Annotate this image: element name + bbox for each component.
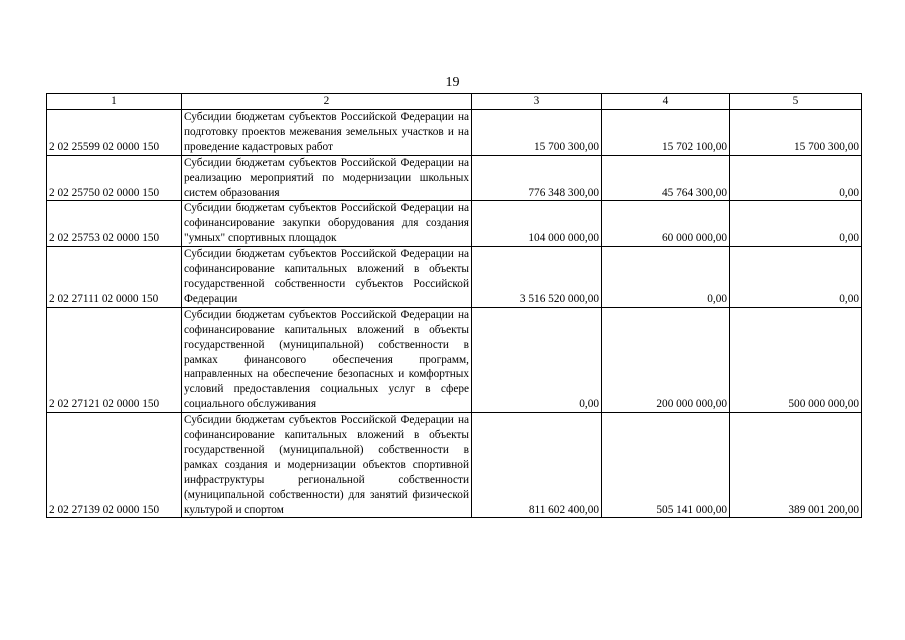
amount-col4-cell: 0,00 — [602, 247, 730, 308]
budget-code-cell: 2 02 27121 02 0000 150 — [47, 307, 182, 412]
budget-code-cell: 2 02 25599 02 0000 150 — [47, 110, 182, 156]
amount-col3-cell: 3 516 520 000,00 — [472, 247, 602, 308]
amount-col5-cell: 15 700 300,00 — [730, 110, 862, 156]
amount-col5-cell: 0,00 — [730, 247, 862, 308]
description-cell: Субсидии бюджетам субъектов Российской Федерации на реализацию мероприятий по модернизации школьных систем образования — [182, 155, 472, 201]
description-cell: Субсидии бюджетам субъектов Российской Федерации на софинансирование капитальных вложений в объекты государственной собственности субъектов Российской Федерации — [182, 247, 472, 308]
page-number: 19 — [445, 75, 460, 90]
amount-col3-cell: 0,00 — [472, 307, 602, 412]
amount-col4-cell: 200 000 000,00 — [602, 307, 730, 412]
description-cell: Субсидии бюджетам субъектов Российской Федерации на софинансирование закупки оборудования для создания "умных" спортивных площадок — [182, 201, 472, 247]
table-row — [47, 201, 862, 247]
amount-col5-cell: 0,00 — [730, 201, 862, 247]
column-header-3: 3 — [472, 94, 602, 110]
amount-col3-cell: 15 700 300,00 — [472, 110, 602, 156]
table-row — [47, 413, 862, 518]
amount-col4-cell: 45 764 300,00 — [602, 155, 730, 201]
amount-col4-cell: 15 702 100,00 — [602, 110, 730, 156]
budget-code-cell: 2 02 27139 02 0000 150 — [47, 413, 182, 518]
description-cell: Субсидии бюджетам субъектов Российской Федерации на софинансирование капитальных вложений в объекты государственной (муниципальной) собственности в рамках финансового обеспечения программ, направленных на обеспечение безопасных и комфортных условий предоставления социальных услуг в сфере социального обслуживания — [182, 307, 472, 412]
budget-code-cell: 2 02 25753 02 0000 150 — [47, 201, 182, 247]
description-cell: Субсидии бюджетам субъектов Российской Федерации на софинансирование капитальных вложений в объекты государственной (муниципальной) собственности в рамках создания и модернизации объектов спортивной инфраструктуры региональной собственности (муниципальной собственности) для занятий физической культурой и спортом — [182, 413, 472, 518]
table-row — [47, 155, 862, 201]
amount-col5-cell: 500 000 000,00 — [730, 307, 862, 412]
column-header-4: 4 — [602, 94, 730, 110]
amount-col3-cell: 811 602 400,00 — [472, 413, 602, 518]
column-header-5: 5 — [730, 94, 862, 110]
description-cell: Субсидии бюджетам субъектов Российской Федерации на подготовку проектов межевания земельных участков и на проведение кадастровых работ — [182, 110, 472, 156]
amount-col4-cell: 60 000 000,00 — [602, 201, 730, 247]
table-row — [47, 247, 862, 308]
amount-col3-cell: 104 000 000,00 — [472, 201, 602, 247]
column-header-2: 2 — [182, 94, 472, 110]
amount-col4-cell: 505 141 000,00 — [602, 413, 730, 518]
table-row — [47, 307, 862, 412]
header-row — [47, 94, 862, 110]
table-row — [47, 110, 862, 156]
amount-col5-cell: 389 001 200,00 — [730, 413, 862, 518]
budget-code-cell: 2 02 25750 02 0000 150 — [47, 155, 182, 201]
amount-col3-cell: 776 348 300,00 — [472, 155, 602, 201]
amount-col5-cell: 0,00 — [730, 155, 862, 201]
budget-code-cell: 2 02 27111 02 0000 150 — [47, 247, 182, 308]
column-header-1: 1 — [47, 94, 182, 110]
budget-revenue-table — [46, 93, 862, 518]
